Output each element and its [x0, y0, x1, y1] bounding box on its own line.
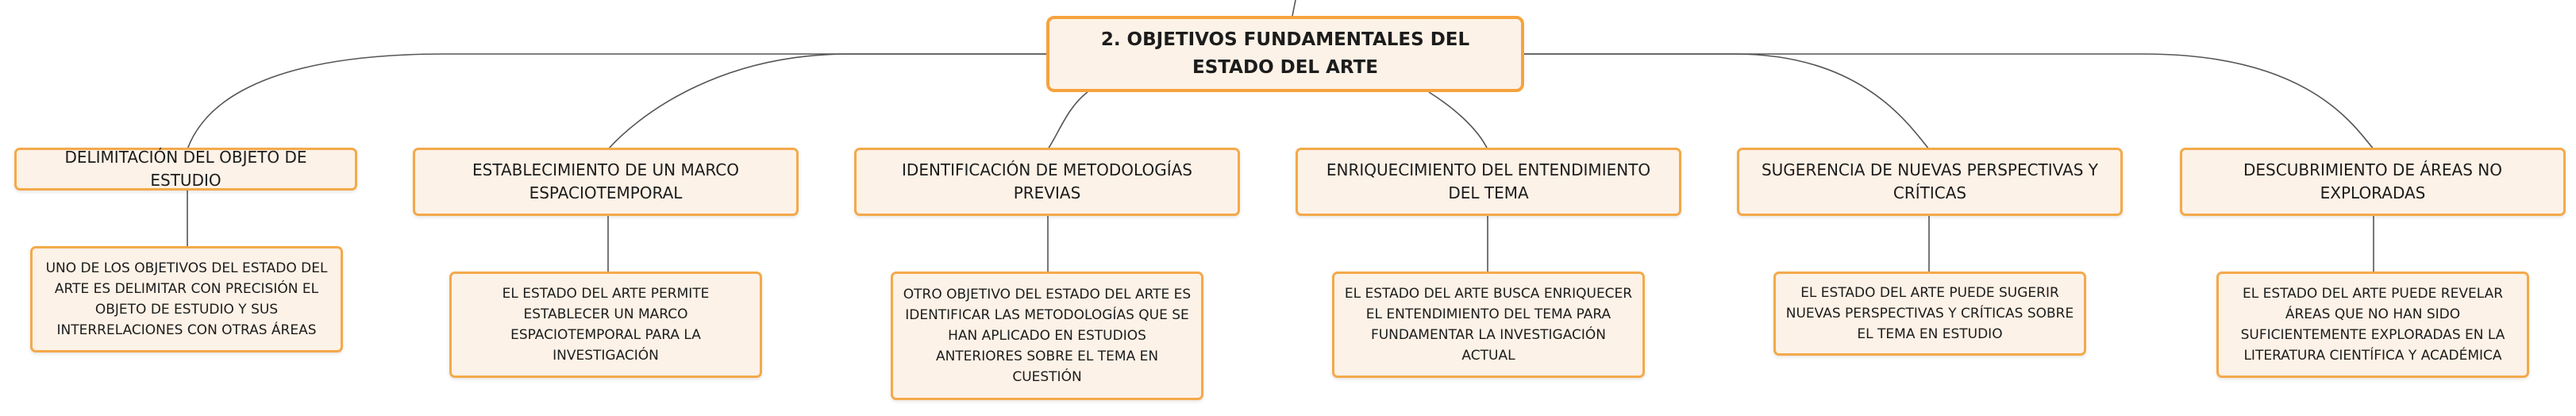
detail-topic-text: EL ESTADO DEL ARTE BUSCA ENRIQUECER EL ENTENDIMIENTO DEL TEMA PARA FUNDAMENTAR LA INVESTIGACIÓN ACTUAL — [1344, 286, 1633, 364]
detail-topic-text: EL ESTADO DEL ARTE PUEDE REVELAR ÁREAS QUE NO HAN SIDO SUFICIENTEMENTE EXPLORADAS EN LA LITERATURA CIENTÍFICA Y ACADÉMICA — [2240, 286, 2505, 364]
detail-topic-text: EL ESTADO DEL ARTE PERMITE ESTABLECER UN MARCO ESPACIOTEMPORAL PARA LA INVESTIGACIÓN — [502, 286, 710, 364]
branch-topic-label: ESTABLECIMIENTO DE UN MARCO ESPACIOTEMPORAL — [472, 160, 739, 202]
detail-topic-text: OTRO OBJETIVO DEL ESTADO DEL ARTE ES IDENTIFICAR LAS METODOLOGÍAS QUE SE HAN APLICADO EN ESTUDIOS ANTERIORES SOBRE EL TEMA EN CUESTIÓN — [903, 287, 1192, 385]
branch-topic-perspectivas[interactable] — [1737, 148, 2123, 216]
root-topic[interactable] — [1046, 16, 1524, 92]
branch-topic-label: DELIMITACIÓN DEL OBJETO DE ESTUDIO — [64, 148, 307, 190]
branch-topic-label: IDENTIFICACIÓN DE METODOLOGÍAS PREVIAS — [902, 160, 1192, 202]
detail-topic-areas[interactable] — [2216, 272, 2529, 378]
branch-topic-label: SUGERENCIA DE NUEVAS PERSPECTIVAS Y CRÍTICAS — [1761, 160, 2099, 202]
branch-topic-label: ENRIQUECIMIENTO DEL ENTENDIMIENTO DEL TEMA — [1326, 160, 1651, 202]
detail-topic-text: UNO DE LOS OBJETIVOS DEL ESTADO DEL ARTE ES DELIMITAR CON PRECISIÓN EL OBJETO DE ESTUDIO Y SUS INTERRELACIONES CON OTRAS ÁREAS — [45, 260, 328, 338]
branch-topic-delimitacion[interactable] — [14, 148, 357, 191]
branch-topic-label: DESCUBRIMIENTO DE ÁREAS NO EXPLORADAS — [2243, 160, 2502, 202]
connector-root-branch-2 — [608, 54, 1046, 149]
detail-topic-text: EL ESTADO DEL ARTE PUEDE SUGERIR NUEVAS PERSPECTIVAS Y CRÍTICAS SOBRE EL TEMA EN ESTUDIO — [1785, 285, 2074, 342]
detail-topic-metodologias[interactable] — [891, 272, 1203, 400]
connector-root-in — [1292, 0, 1296, 16]
root-topic-label: 2. OBJETIVOS FUNDAMENTALES DEL ESTADO DEL ARTE — [1100, 29, 1470, 78]
detail-topic-entendimiento[interactable] — [1332, 272, 1645, 378]
detail-topic-delimitacion[interactable] — [30, 246, 343, 352]
connector-root-branch-4 — [1429, 92, 1488, 149]
branch-topic-marco[interactable] — [413, 148, 799, 216]
connector-root-branch-1 — [187, 54, 1046, 149]
detail-topic-perspectivas[interactable] — [1773, 272, 2086, 356]
branch-topic-metodologias[interactable] — [854, 148, 1240, 216]
branch-topic-entendimiento[interactable] — [1296, 148, 1681, 216]
branch-topic-areas[interactable] — [2180, 148, 2566, 216]
connector-root-branch-5 — [1524, 54, 1929, 149]
connector-root-branch-6 — [1524, 54, 2374, 149]
connector-root-branch-3 — [1048, 92, 1088, 149]
detail-topic-marco[interactable] — [449, 272, 762, 378]
